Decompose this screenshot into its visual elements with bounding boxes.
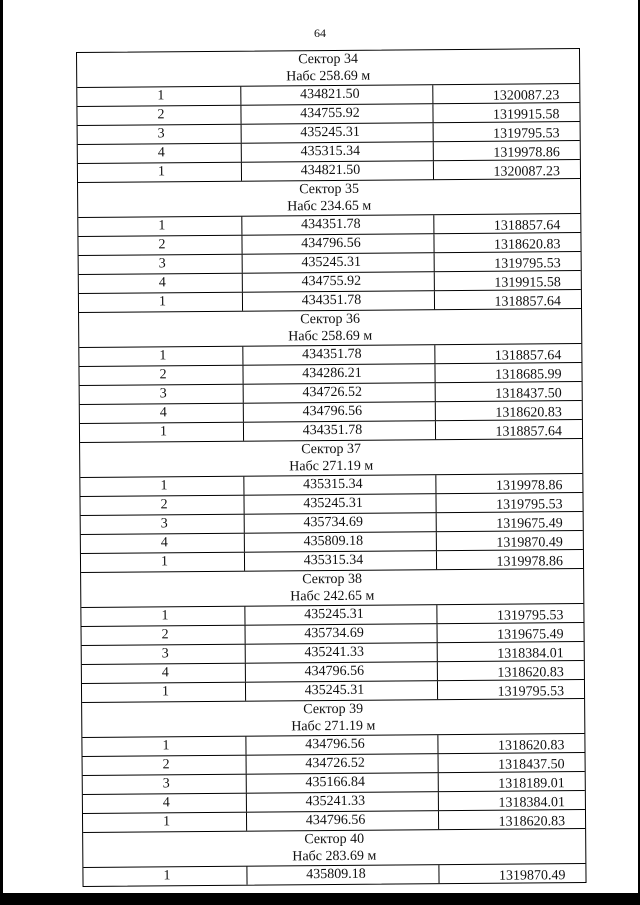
table-row — [83, 810, 585, 833]
point-number: 3 — [79, 255, 243, 274]
coordinate-x: 435315.34 — [244, 475, 436, 495]
page-number: 64 — [314, 26, 326, 40]
sector-height: Набс 271.19 м — [291, 718, 376, 735]
point-number: 2 — [79, 366, 243, 385]
sector-header — [81, 569, 583, 608]
coordinate-y: 1318189.01 — [498, 776, 565, 792]
coordinate-x: 434796.56 — [244, 402, 436, 422]
point-number: 1 — [83, 813, 247, 832]
coordinate-y: 1319978.86 — [495, 478, 563, 494]
coordinate-x: 434796.56 — [247, 811, 439, 831]
point-number: 3 — [80, 385, 244, 404]
coordinate-y: 1318620.83 — [493, 237, 561, 253]
coordinate-x: 435734.69 — [246, 624, 438, 644]
scan-edge-bottom — [0, 893, 640, 905]
point-number: 2 — [77, 106, 241, 125]
coordinate-y: 1318857.64 — [495, 424, 563, 440]
coordinate-x: 434796.56 — [242, 234, 434, 254]
table-row — [78, 160, 580, 183]
point-number: 3 — [81, 515, 245, 534]
coordinate-y: 1318620.83 — [497, 738, 565, 754]
point-number: 4 — [78, 144, 242, 163]
coordinate-x: 434821.50 — [241, 85, 433, 105]
coordinate-y: 1319795.53 — [496, 497, 563, 513]
point-number: 2 — [78, 236, 242, 255]
coordinate-y: 1318857.64 — [494, 294, 562, 310]
point-number: 4 — [79, 274, 243, 293]
coordinate-x: 435241.33 — [246, 643, 438, 663]
coordinate-x: 434351.78 — [243, 291, 435, 311]
table-row — [80, 420, 582, 443]
point-number: 2 — [80, 496, 244, 515]
coordinate-x: 435245.31 — [245, 605, 437, 625]
coordinate-y: 1319870.49 — [498, 868, 566, 884]
point-number: 3 — [78, 125, 242, 144]
coordinate-y: 1318620.83 — [498, 814, 566, 830]
point-number: 1 — [79, 293, 243, 312]
coordinate-y: 1318620.83 — [497, 665, 564, 681]
point-number: 1 — [77, 87, 241, 106]
sector-header — [80, 439, 582, 478]
point-number: 1 — [82, 737, 246, 756]
coordinate-y: 1319915.58 — [492, 107, 560, 123]
sector-title: Сектор 36 — [300, 311, 361, 328]
coordinate-x: 434796.56 — [246, 662, 438, 682]
coordinate-x: 435166.84 — [247, 773, 439, 793]
coordinate-y: 1319795.53 — [496, 608, 564, 624]
sector-title: Сектор 38 — [302, 571, 363, 588]
coordinate-x: 435734.69 — [245, 513, 437, 533]
coordinate-y: 1319675.49 — [497, 627, 564, 643]
coordinate-y: 1318384.01 — [497, 646, 564, 662]
table-row — [82, 680, 584, 703]
coordinate-x: 435241.33 — [247, 792, 439, 812]
sector-title: Сектор 39 — [303, 701, 364, 718]
coordinate-y: 1319795.53 — [497, 684, 565, 700]
coordinate-x: 435245.31 — [246, 681, 438, 701]
sector-title: Сектор 34 — [298, 51, 359, 68]
point-number: 3 — [82, 645, 246, 664]
point-number: 2 — [83, 756, 247, 775]
point-number: 4 — [80, 404, 244, 423]
point-number: 1 — [80, 477, 244, 496]
sector-height: Набс 242.65 м — [290, 588, 375, 605]
coordinate-y: 1318620.83 — [495, 405, 562, 421]
coordinates-table — [76, 48, 587, 887]
sector-title: Сектор 37 — [301, 441, 362, 458]
point-number: 1 — [81, 553, 245, 572]
point-number: 1 — [81, 607, 245, 626]
sector-header — [79, 309, 581, 348]
point-number: 1 — [83, 867, 247, 886]
point-number: 1 — [80, 423, 244, 442]
coordinate-y: 1318685.99 — [494, 367, 562, 383]
coordinate-x: 435315.34 — [242, 142, 434, 162]
coordinate-y: 1318857.64 — [493, 218, 561, 234]
point-number: 2 — [82, 626, 246, 645]
coordinate-x: 435245.31 — [242, 123, 434, 143]
table-row — [79, 290, 581, 313]
coordinate-x: 434351.78 — [242, 215, 434, 235]
coordinate-x: 434726.52 — [247, 754, 439, 774]
point-number: 1 — [78, 217, 242, 236]
coordinate-x: 434726.52 — [244, 383, 436, 403]
sector-title: Сектор 35 — [299, 181, 360, 198]
coordinate-y: 1318384.01 — [498, 795, 565, 811]
coordinate-x: 435809.18 — [245, 532, 437, 552]
coordinate-x: 434351.78 — [243, 345, 435, 365]
coordinate-y: 1319870.49 — [496, 535, 563, 551]
sector-header — [77, 49, 579, 88]
coordinate-y: 1319795.53 — [494, 256, 561, 272]
sector-title: Сектор 40 — [304, 831, 365, 848]
sector-height: Набс 283.69 м — [292, 848, 377, 865]
point-number: 4 — [82, 664, 246, 683]
point-number: 1 — [78, 163, 242, 182]
coordinate-x: 434286.21 — [243, 364, 435, 384]
coordinate-x: 435245.31 — [243, 253, 435, 273]
sector-header — [82, 699, 584, 738]
sector-height: Набс 234.65 м — [287, 198, 372, 215]
coordinate-x: 435315.34 — [245, 551, 437, 571]
sector-header — [78, 179, 580, 218]
coordinate-x: 435809.18 — [247, 865, 439, 885]
point-number: 3 — [83, 775, 247, 794]
sector-height: Набс 258.69 м — [286, 68, 371, 85]
sector-header — [83, 829, 585, 868]
sector-height: Набс 258.69 м — [288, 328, 373, 345]
point-number: 1 — [79, 347, 243, 366]
coordinate-x: 435245.31 — [244, 494, 436, 514]
coordinate-y: 1318857.64 — [494, 348, 562, 364]
point-number: 1 — [82, 683, 246, 702]
coordinate-y: 1319978.86 — [493, 145, 560, 161]
point-number: 4 — [83, 794, 247, 813]
coordinate-x: 434796.56 — [246, 735, 438, 755]
coordinate-x: 434755.92 — [243, 272, 435, 292]
coordinate-x: 434351.78 — [244, 421, 436, 441]
coordinate-y: 1319915.58 — [494, 275, 561, 291]
coordinate-x: 434755.92 — [241, 104, 433, 124]
coordinate-y: 1318437.50 — [495, 386, 562, 402]
scan-edge-left — [0, 0, 3, 905]
sector-height: Набс 271.19 м — [289, 458, 374, 475]
coordinate-x: 434821.50 — [242, 161, 434, 181]
table-row — [81, 550, 583, 573]
coordinate-y: 1319978.86 — [496, 554, 564, 570]
table-row — [83, 864, 585, 886]
coordinate-y: 1318437.50 — [498, 757, 565, 773]
coordinate-y: 1320087.23 — [492, 88, 560, 104]
coordinate-y: 1319675.49 — [496, 516, 563, 532]
coordinate-y: 1319795.53 — [493, 126, 560, 142]
point-number: 4 — [81, 534, 245, 553]
coordinate-y: 1320087.23 — [493, 164, 561, 180]
